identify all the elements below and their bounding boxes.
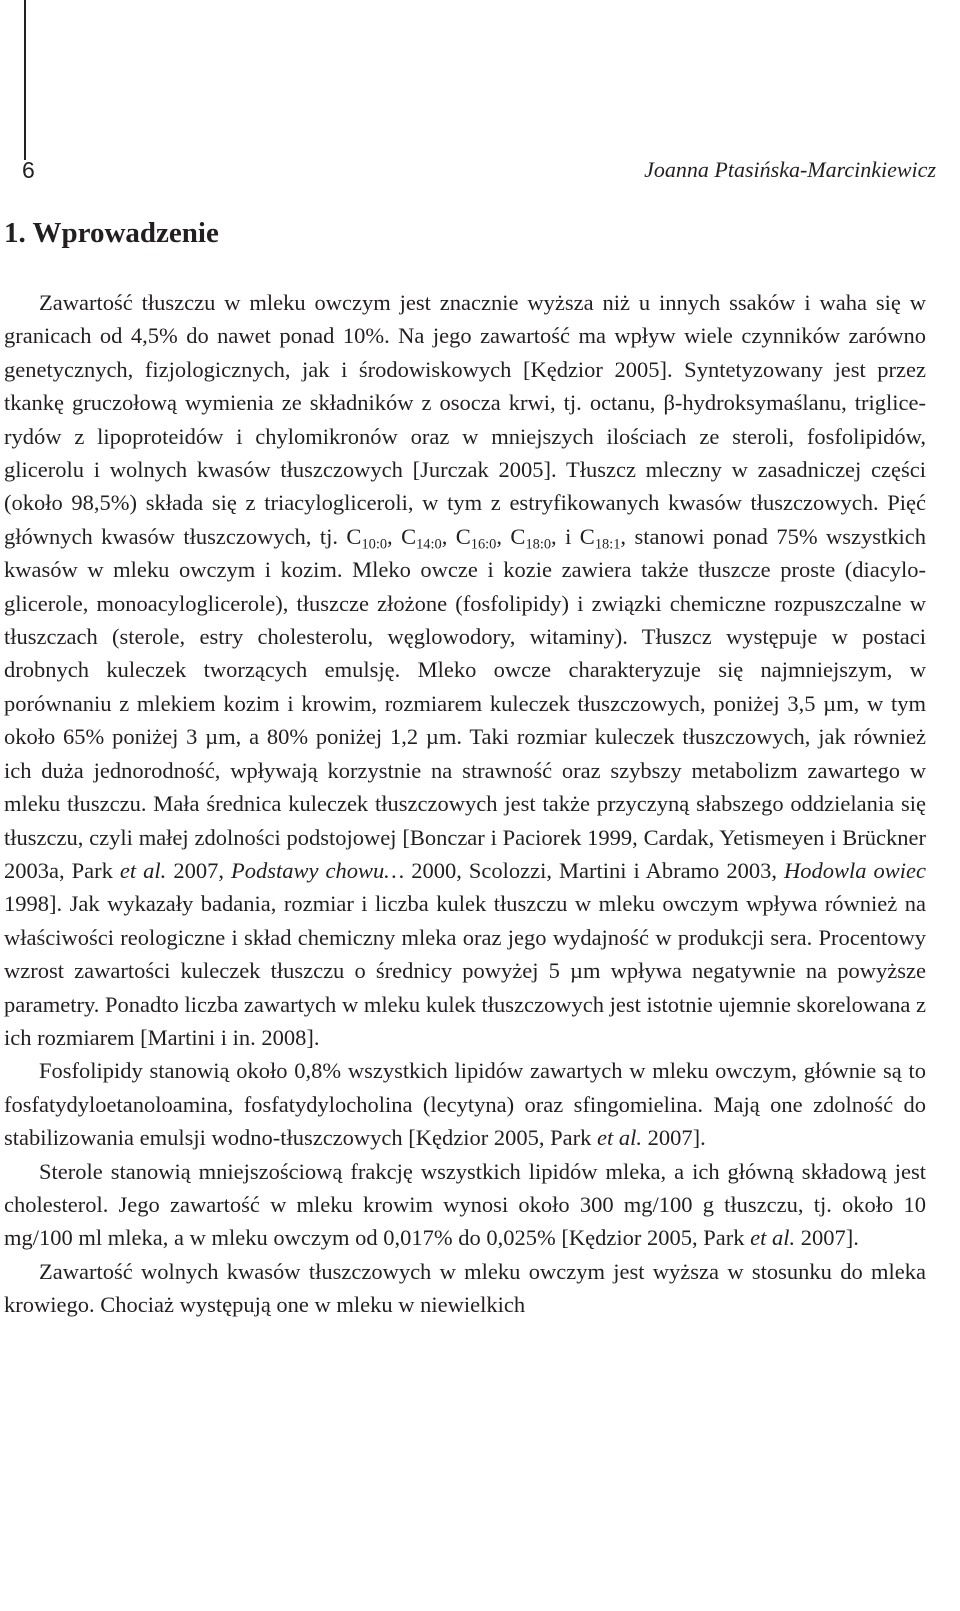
subscript: 18:1 [594, 536, 621, 553]
body-text [4, 286, 926, 1322]
paragraph-fat-content [4, 286, 926, 1054]
paragraph-phospholipids [4, 1054, 926, 1154]
subscript: 18:0 [525, 536, 552, 553]
text-run: 2000, Scolozzi, Martini i Abramo 2003, [404, 857, 784, 883]
paragraph-free-fatty-acids [4, 1255, 926, 1322]
paragraph-sterols [4, 1155, 926, 1255]
subscript: 16:0 [470, 536, 497, 553]
text-run: 2007]. [795, 1225, 859, 1251]
page-header [22, 157, 936, 187]
italic-text: Podstawy chowu… [230, 857, 405, 883]
italic-text: et al. [750, 1225, 796, 1251]
text-run: , C [387, 523, 417, 549]
text-run: Zawartość wolnych kwasów tłuszczowych w mleku owczym jest wyższa w stosunku do mleka krowiego. Chociaż występują one w mleku w niewielkich [4, 1258, 926, 1318]
italic-text: et al. [119, 857, 167, 883]
subscript: 10:0 [361, 536, 388, 553]
text-run: , i C [551, 523, 595, 549]
margin-rule [24, 0, 26, 160]
text-run: 2007, [166, 857, 231, 883]
text-run: Fosfolipidy stanowią około 0,8% wszystkich lipidów zawartych w mleku owczym, głównie są to fosfatydyloetanoloamina, fosfatydylocholina (lecytyna) oraz sfingomielina. Mają one zdolność do stabilizowania emulsji wodno-tłuszczowych [Kędzior 2005, Park [4, 1058, 926, 1151]
italic-text: et al. [596, 1125, 642, 1151]
text-run: Sterole stanowią mniejszościową frakcję wszystkich lipidów mleka, a ich główną składową jest cholesterol. Jego zawartość w mleku krowim wynosi około 300 mg/100 g tłuszczu, tj. około 10 mg/100 ml mleka, a w mleku owczym od 0,017% do 0,025% [Kędzior 2005, Park [4, 1158, 926, 1251]
running-head-author: Joanna Ptasińska-Marcinkiewicz [644, 157, 936, 182]
italic-text: Hodowla owiec [783, 857, 926, 883]
text-run: Zawartość tłuszczu w mleku owczym jest znacznie wyższa niż u innych ssaków i waha się w granicach od 4,5% do nawet ponad 10%. Na jego zawartość ma wpływ wiele czynników zarówno genetycznych, fizjologicznych, jak i środowiskowych [Kędzior 2005]. Syntetyzowany jest przez tkankę gruczołową wymienia ze składników z osocza krwi, tj. octanu, β-hydroksymaślanu, triglicerydów z lipoproteidów i chylomikronów oraz w mniejszych ilościach ze steroli, fosfolipidów, glicerolu i wolnych kwasów tłuszczowych [Jurczak 2005]. Tłuszcz mleczny w zasadniczej części (około 98,5%) składa się z triacylogliceroli, w tym z estryfikowanych kwasów tłuszczowych. Pięć głównych kwasów tłuszczowych, tj. C [4, 290, 926, 549]
page-number: 6 [22, 157, 35, 183]
text-run: , C [496, 523, 526, 549]
text-run: , C [441, 523, 471, 549]
text-run: , stanowi ponad 75% wszystkich kwasów w mleku owczym i kozim. Mleko owcze i kozie zawiera także tłuszcze proste (diacyloglicerole, monoacyloglicerole), tłuszcze złożone (fosfolipidy) i związki chemiczne rozpuszczalne w tłuszczach (sterole, estry cholesterolu, węglowodory, witaminy). Tłuszcz występuje w postaci drobnych kuleczek tworzących emulsję. Mleko owcze charakteryzuje się najmniejszym, w porównaniu z mlekiem kozim i krowim, rozmiarem kuleczek tłuszczowych, poniżej 3,5 µm, w tym około 65% poniżej 3 µm, a 80% poniżej 1,2 µm. Taki rozmiar kuleczek tłuszczowych, jak również ich duża jednorodność, wpływają korzystnie na strawność oraz szybszy metabolizm zawartego w mleku tłuszczu. Mała średnica kuleczek tłuszczowych jest także przyczyną słabszego oddzielania się tłuszczu, czyli małej zdolności podstojowej [Bonczar i Paciorek 1999, Cardak, Yetismeyen i Brückner 2003a, Park [4, 523, 926, 883]
text-run: 1998]. Jak wykazały badania, rozmiar i liczba kulek tłuszczu w mleku owczym wpływa również na właściwości reologiczne i skład chemiczny mleka oraz jego wydajność w produkcji sera. Procentowy wzrost zawartości kuleczek tłuszczu o średnicy powyżej 5 µm wpływa negatywnie na powyższe parametry. Ponadto liczba zawartych w mleku kulek tłuszczowych jest istotnie ujemnie skorelowana z ich rozmiarem [Martini i in. 2008]. [4, 891, 926, 1050]
section-title: 1. Wprowadzenie [4, 217, 219, 249]
text-run: 2007]. [641, 1125, 706, 1151]
subscript: 14:0 [416, 536, 442, 553]
